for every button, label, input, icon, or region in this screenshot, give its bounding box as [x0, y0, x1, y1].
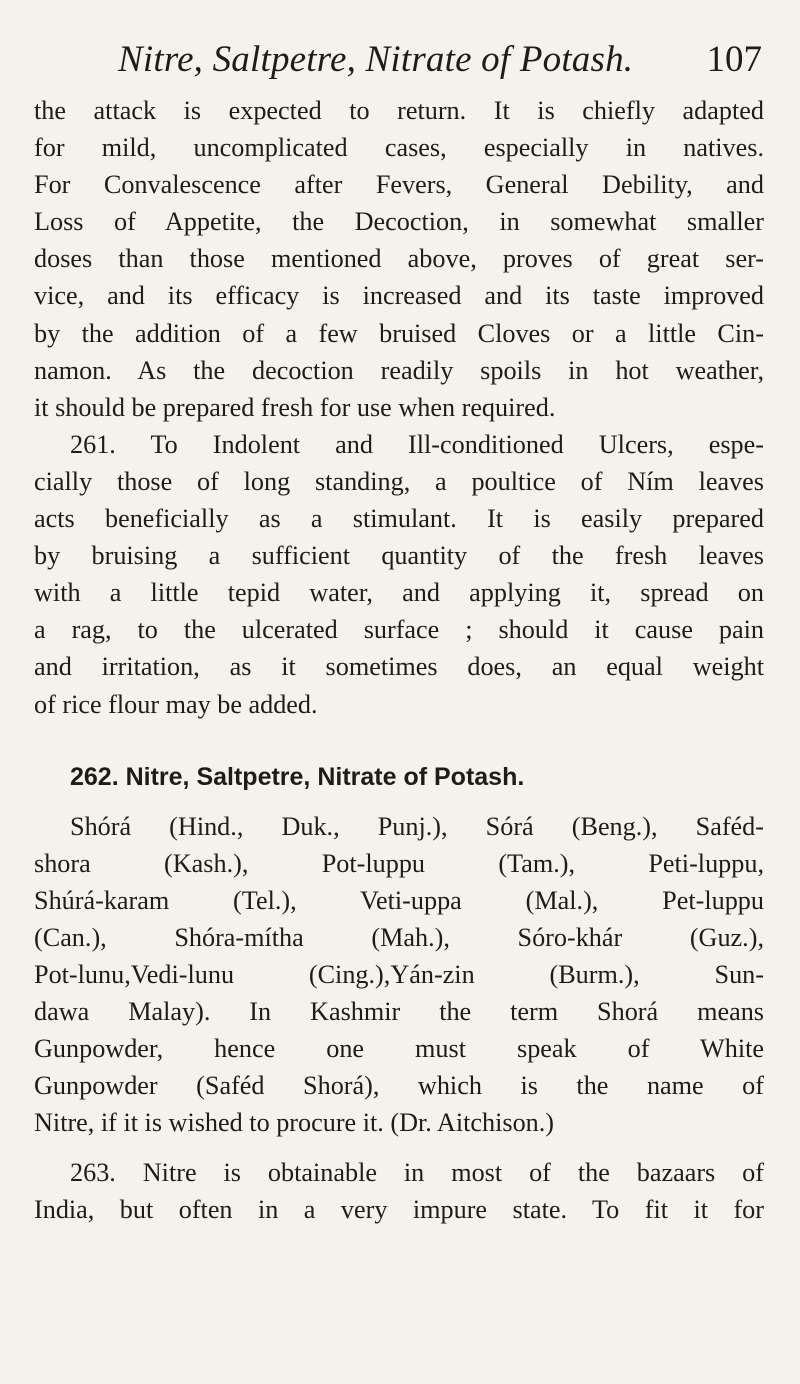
text-line: Gunpowder, hence one must speak of White [34, 1034, 764, 1064]
text-line: the attack is expected to return. It is chiefly adapted [34, 96, 764, 125]
text-line: Pot-lunu,Vedi-lunu (Cing.),Yán-zin (Burm.), Sun- [34, 960, 764, 990]
text-line: it should be prepared fresh for use when required. [34, 392, 556, 422]
text-line: with a little tepid water, and applying it, spread on [34, 578, 764, 608]
text-line: doses than those mentioned above, proves of great ser- [34, 244, 764, 274]
text-line: Shórá (Hind., Duk., Punj.), Sórá (Beng.), Saféd- [70, 811, 764, 841]
page-number: 107 [706, 39, 762, 80]
text-line: 261. To Indolent and Ill-conditioned Ulcers, espe- [70, 429, 764, 459]
running-title: Nitre, Saltpetre, Nitrate of Potash. [118, 39, 634, 80]
section-heading: 262. Nitre, Saltpetre, Nitrate of Potash. [70, 762, 525, 791]
text-line: for mild, uncomplicated cases, especially in natives. [34, 133, 764, 163]
text-line: Shúrá-karam (Tel.), Veti-uppa (Mal.), Pet-luppu [34, 885, 764, 915]
text-line: shora (Kash.), Pot-luppu (Tam.), Peti-luppu, [34, 848, 764, 878]
text-line: cially those of long standing, a poultice of Ním leaves [34, 466, 764, 496]
text-line: Nitre, if it is wished to procure it. (Dr. Aitchison.) [34, 1108, 555, 1138]
text-line: by the addition of a few bruised Cloves or a little Cin- [34, 318, 764, 348]
page-header [0, 38, 800, 88]
text-line: and irritation, as it sometimes does, an equal weight [34, 652, 764, 682]
text-line: (Can.), Shóra-mítha (Mah.), Sóro-khár (Guz.), [34, 922, 764, 952]
paragraph-continued [34, 92, 764, 426]
text-line: acts beneficially as a stimulant. It is easily prepared [34, 504, 764, 534]
text-line: dawa Malay). In Kashmir the term Shorá means [34, 997, 764, 1027]
paragraph-263 [34, 1154, 764, 1228]
text-line: 263. Nitre is obtainable in most of the bazaars of [70, 1157, 764, 1187]
text-line: Gunpowder (Saféd Shorá), which is the name of [34, 1071, 764, 1101]
section-262 [34, 759, 764, 1142]
body-text [34, 92, 764, 1228]
text-line: Loss of Appetite, the Decoction, in somewhat smaller [34, 207, 764, 237]
text-line: by bruising a sufficient quantity of the fresh leaves [34, 541, 764, 571]
paragraph-261 [34, 426, 764, 723]
text-line: India, but often in a very impure state. To fit it for [34, 1194, 764, 1224]
text-line: a rag, to the ulcerated surface ; should it cause pain [34, 615, 764, 645]
text-line: of rice flour may be added. [34, 689, 318, 719]
text-line: For Convalescence after Fevers, General Debility, and [34, 170, 764, 200]
text-line: vice, and its efficacy is increased and its taste improved [34, 281, 764, 311]
text-line: namon. As the decoction readily spoils in hot weather, [34, 355, 764, 385]
